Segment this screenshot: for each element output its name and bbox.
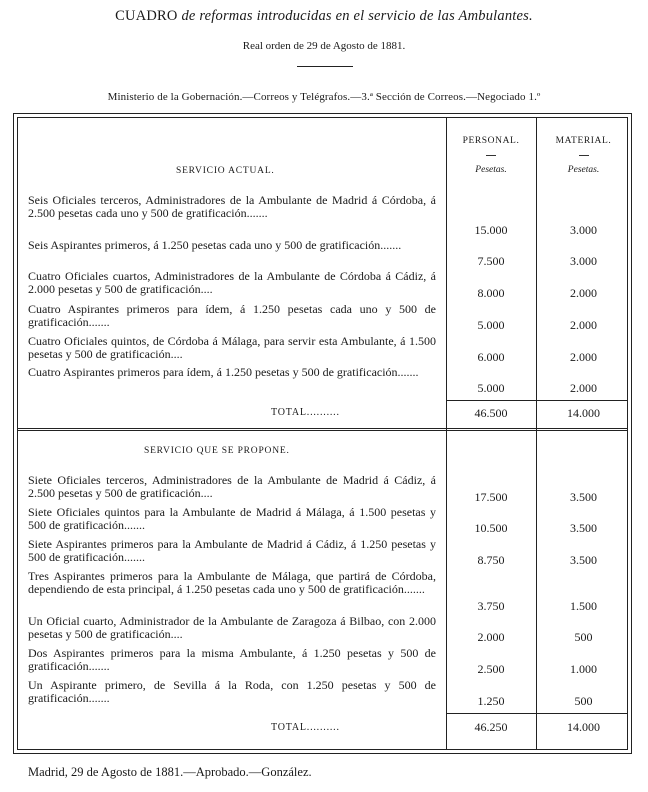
table-row-desc: Cuatro Aspirantes primeros para ídem, á 1.250 pesetas cada uno y 500 de gratificación....... <box>28 302 436 329</box>
unit-material: Pesetas. <box>567 165 600 175</box>
total-label-proposed: TOTAL.......... <box>271 722 340 733</box>
title-caps: CUADRO <box>115 8 178 24</box>
table-row-desc: Siete Oficiales terceros, Administradores de la Ambulante de Madrid á Cádiz, á 2.500 pesetas y 500 de gratificación.... <box>28 473 436 500</box>
table-row-personal: 15.000 <box>474 223 508 237</box>
table-row-desc: Cuatro Oficiales quintos, de Córdoba á Málaga, para servir esta Ambulante, á 1.500 pesetas y 500 de gratificación.... <box>28 334 436 361</box>
table-row-personal: 3.750 <box>477 599 505 613</box>
subtotal-rule <box>446 400 627 401</box>
table-row-material: 1.500 <box>570 599 597 613</box>
table-row-personal: 7.500 <box>477 254 505 268</box>
column-header-material: MATERIAL. <box>555 136 612 146</box>
table-row-material: 2.000 <box>570 318 597 332</box>
table-row-personal: 5.000 <box>477 318 505 332</box>
table-row-desc: Dos Aspirantes primeros para la misma Ambulante, á 1.250 pesetas y 500 de gratificación....... <box>28 646 436 673</box>
table-row-desc: Siete Aspirantes primeros para la Ambulante de Madrid á Cádiz, á 1.250 pesetas y 500 de gratificación....... <box>28 537 436 564</box>
table-row-material: 3.500 <box>570 490 597 504</box>
total-label-current: TOTAL.......... <box>271 407 340 418</box>
table-row-material: 2.000 <box>570 350 597 364</box>
table-row-personal: 17.500 <box>474 490 508 504</box>
total-personal-proposed: 46.250 <box>474 720 508 734</box>
table-row-material: 500 <box>574 694 593 708</box>
table-inner <box>17 117 628 750</box>
section-title-proposed: SERVICIO QUE SE PROPONE. <box>144 446 290 456</box>
table-row-desc: Seis Oficiales terceros, Administradores de la Ambulante de Madrid á Córdoba, á 2.500 pesetas cada uno y 500 de gratificación....... <box>28 193 436 220</box>
unit-personal: Pesetas. <box>475 165 507 175</box>
table-row-material: 2.000 <box>570 381 597 395</box>
table-row-material: 2.000 <box>570 286 597 300</box>
table-row-material: 500 <box>574 630 593 644</box>
table-row-desc: Un Aspirante primero, de Sevilla á la Roda, con 1.250 pesetas y 500 de gratificación....... <box>28 678 436 705</box>
total-material-proposed: 14.000 <box>567 720 600 734</box>
table-row-desc: Cuatro Aspirantes primeros para ídem, á 1.250 pesetas y 500 de gratificación....... <box>28 365 419 379</box>
table-row-personal: 6.000 <box>477 350 505 364</box>
table-row-desc: Seis Aspirantes primeros, á 1.250 pesetas cada uno y 500 de gratificación....... <box>28 238 402 252</box>
column-header-personal: PERSONAL. <box>462 136 520 146</box>
table-row-personal: 8.750 <box>477 553 505 567</box>
table-row-personal: 1.250 <box>477 694 505 708</box>
section-title-current: SERVICIO ACTUAL. <box>176 166 275 176</box>
document-title <box>0 8 648 25</box>
table-row-personal: 5.000 <box>477 381 505 395</box>
table-row-material: 1.000 <box>570 662 597 676</box>
header-dash <box>579 155 589 156</box>
table-row-desc: Siete Oficiales quintos para la Ambulante de Madrid á Málaga, á 1.500 pesetas y 500 de gratificación....... <box>28 505 436 532</box>
table-row-material: 3.500 <box>570 521 597 535</box>
column-separator-personal <box>446 118 447 749</box>
table-row-personal: 10.500 <box>474 521 508 535</box>
royal-order-date: Real orden de 29 de Agosto de 1881. <box>242 40 406 52</box>
table-row-personal: 2.500 <box>477 662 505 676</box>
table-row-material: 3.000 <box>570 223 597 237</box>
table-row-material: 3.500 <box>570 553 597 567</box>
column-separator-material <box>536 118 537 749</box>
table-row-desc: Un Oficial cuarto, Administrador de la Ambulante de Zaragoza á Bilbao, con 2.000 pesetas y 500 de gratificación.... <box>28 614 436 641</box>
table-row-personal: 2.000 <box>477 630 505 644</box>
total-personal-current: 46.500 <box>474 406 508 420</box>
ministry-line: Ministerio de la Gobernación.—Correos y Telégrafos.—3.ª Sección de Correos.—Negociado 1.º <box>107 91 541 103</box>
table-frame <box>13 113 632 754</box>
header-dash <box>486 155 496 156</box>
table-row-desc: Cuatro Oficiales cuartos, Administradores de la Ambulante de Córdoba á Cádiz, á 2.000 pesetas y 500 de gratificación.... <box>28 269 436 296</box>
subtotal-rule <box>446 713 627 714</box>
table-row-desc: Tres Aspirantes primeros para la Ambulante de Málaga, que partirá de Córdoba, dependiendo de esta principal, á 1.250 pesetas cada uno y 500 de gratificación....... <box>28 569 436 596</box>
approval-footer: Madrid, 29 de Agosto de 1881.—Aprobado.—González. <box>28 765 312 779</box>
table-row-personal: 8.000 <box>477 286 505 300</box>
title-rule <box>297 66 353 67</box>
total-material-current: 14.000 <box>567 406 600 420</box>
table-row-material: 3.000 <box>570 254 597 268</box>
section-divider <box>18 428 627 431</box>
title-italic: de reformas introducidas en el servicio de las Ambulantes. <box>181 8 533 24</box>
